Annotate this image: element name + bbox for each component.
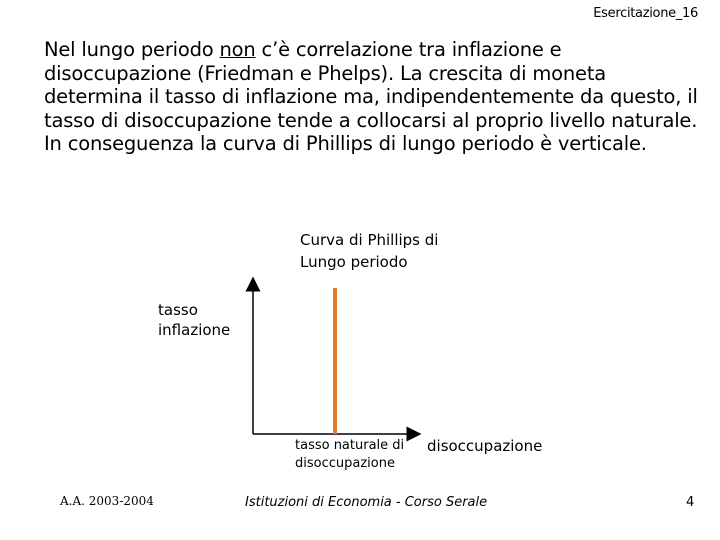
- body-text-after: c’è correlazione tra inflazione e disoccupazione (Friedman e Phelps). La crescita di moneta determina il tasso di inflazione ma, indipendentemente da questo, il tasso di disoccupazione tende a collocarsi al proprio livello naturale. In conseguenza la curva di Phillips di lungo periodo è verticale.: [44, 38, 698, 155]
- slide-header: Esercitazione_16: [593, 6, 698, 21]
- body-text-before: Nel lungo periodo: [44, 38, 220, 61]
- curve-label-line2: Lungo periodo: [300, 253, 408, 271]
- footer-academic-year: A.A. 2003-2004: [60, 494, 154, 508]
- footer-course: Istituzioni di Economia - Corso Serale: [245, 495, 488, 510]
- curve-label-line1: Curva di Phillips di: [300, 231, 439, 249]
- y-axis-label-line1: tasso: [158, 301, 198, 319]
- curve-label: [300, 229, 438, 273]
- y-axis-label-line2: inflazione: [158, 321, 231, 339]
- page-number: 4: [686, 495, 695, 510]
- x-axis-label: disoccupazione: [427, 437, 543, 455]
- natural-rate-label-line2: disoccupazione: [295, 456, 395, 471]
- y-axis-label: [158, 300, 230, 340]
- body-text-underlined: non: [219, 38, 256, 61]
- natural-rate-label: [295, 437, 404, 473]
- natural-rate-label-line1: tasso naturale di: [295, 438, 405, 453]
